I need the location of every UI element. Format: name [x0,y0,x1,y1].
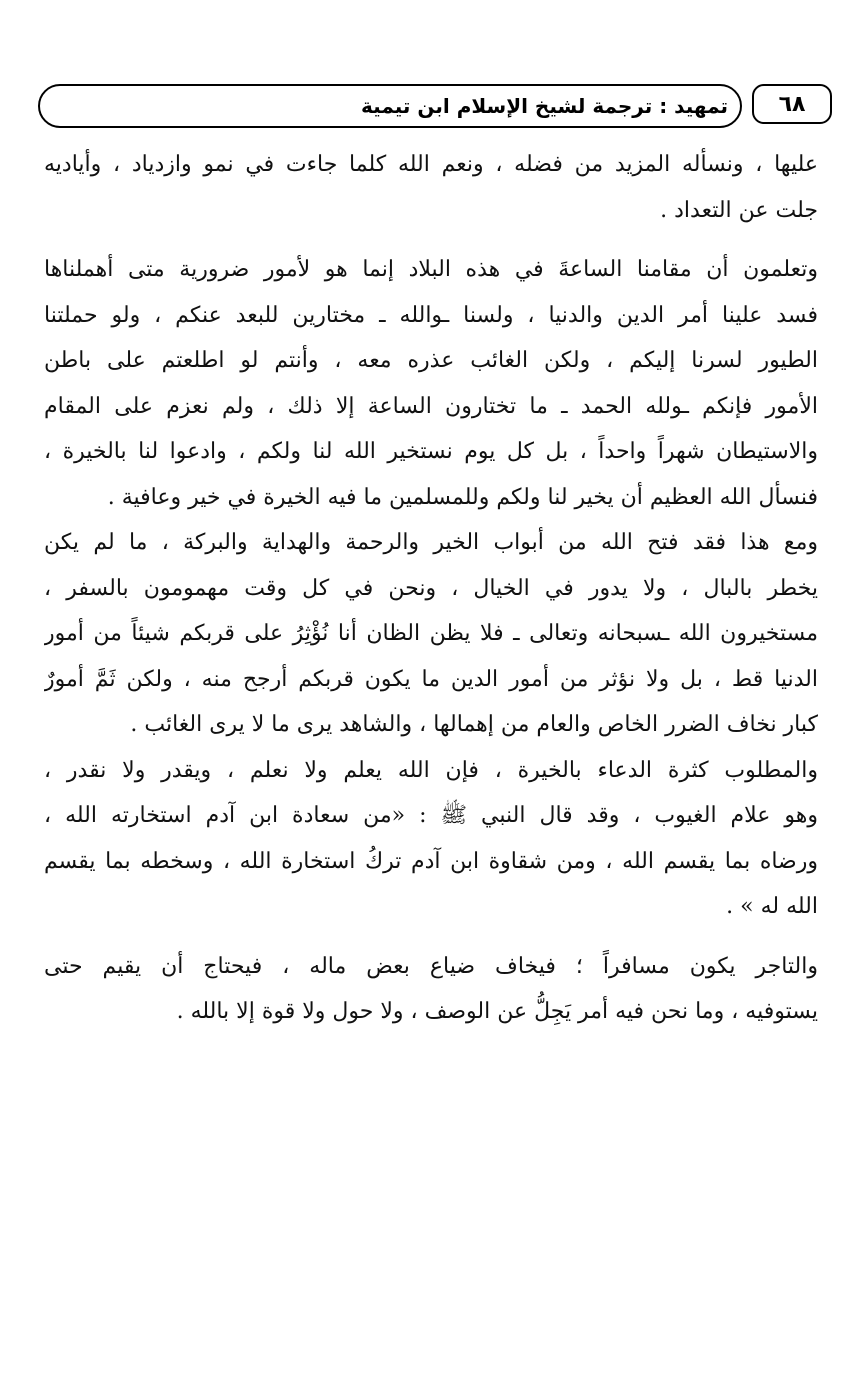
paragraph-3 [44,520,818,748]
text-line: الطيور لسرنا إليكم ، ولكن الغائب عذره معه ، وأنتم لو اطلعتم على باطن [44,348,818,373]
text-line: والتاجر يكون مسافراً ؛ فيخاف ضياع بعض ماله ، فيحتاج أن يقيم حتى [44,953,818,979]
text-line: فسد علينا أمر الدين والدنيا ، ولسنا ـوالله ـ مختارين للبعد عنكم ، ولو حملتنا [44,302,818,328]
text-line: يستوفيه ، وما نحن فيه أمر يَجِلُّ عن الوصف ، ولا حول ولا قوة إلا بالله . [176,999,818,1024]
paragraph-5 [44,944,818,1035]
text-line: والاستيطان شهراً واحداً ، بل كل يوم نستخير الله لنا ولكم ، وادعوا لنا بالخيرة ، [44,439,818,464]
text-line: الأمور فإنكم ـولله الحمد ـ ما تختارون الساعة إلا ذلك ، ولم نعزم على المقام [44,393,818,419]
body-text [44,142,818,1035]
running-title: تمهيد : ترجمة لشيخ الإسلام ابن تيمية [38,84,742,128]
paragraph-4 [44,748,818,930]
paragraph-1 [44,142,818,233]
text-line: والمطلوب كثرة الدعاء بالخيرة ، فإن الله يعلم ولا نعلم ، ويقدر ولا نقدر ، [44,757,818,783]
page-number: ٦٨ [752,84,832,124]
text-line: عليها ، ونسأله المزيد من فضله ، ونعم الله كلما جاءت في نمو وازدياد ، وأياديه [44,152,818,177]
text-line: الله له » . [726,894,818,919]
text-line: كبار نخاف الضرر الخاص والعام من إهمالها ، والشاهد يرى ما لا يرى الغائب . [130,712,818,737]
text-line: فنسأل الله العظيم أن يخير لنا ولكم وللمسلمين ما فيه الخيرة في خير وعافية . [107,484,818,510]
text-line: مستخيرون الله ـسبحانه وتعالى ـ فلا يظن الظان أنا نُؤْثِرُ على قربكم شيئاً من أمور [44,621,818,646]
text-line: وهو علام الغيوب ، وقد قال النبي ﷺ : «من سعادة ابن آدم استخارته الله ، [44,803,818,828]
page-header [38,84,832,128]
text-line: الدنيا قط ، بل ولا نؤثر من أمور الدين ما يكون قربكم أرجح منه ، ولكن ثَمَّ أمورٌ [44,666,818,692]
text-line: ورضاه بما يقسم الله ، ومن شقاوة ابن آدم تركُ استخارة الله ، وسخطه بما يقسم [44,848,818,874]
text-line: جلت عن التعداد . [660,197,818,223]
text-line: ومع هذا فقد فتح الله من أبواب الخير والرحمة والهداية والبركة ، ما لم يكن [44,530,818,555]
text-line: وتعلمون أن مقامنا الساعةَ في هذه البلاد إنما هو لأمور ضرورية متى أهملناها [44,257,818,282]
text-line: يخطر بالبال ، ولا يدور في الخيال ، ونحن في كل وقت مهمومون بالسفر ، [44,575,818,601]
paragraph-2 [44,247,818,520]
